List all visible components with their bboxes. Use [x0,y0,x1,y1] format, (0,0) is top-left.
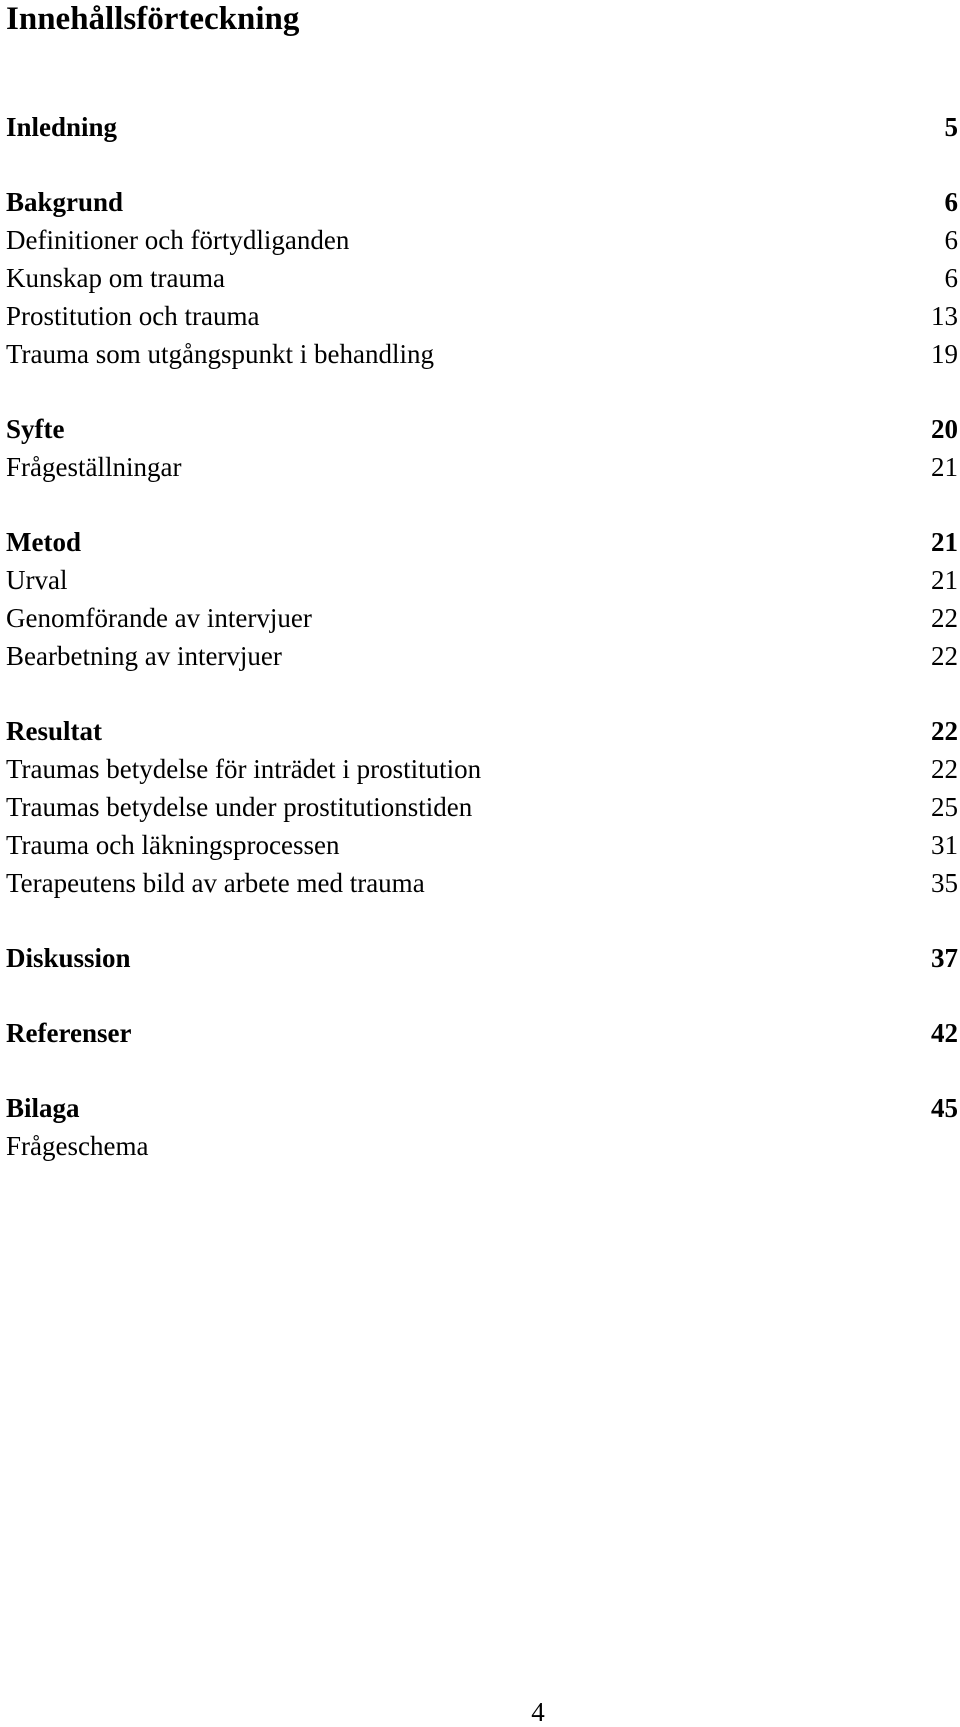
toc-entry-bearbetning [6,637,958,675]
toc-entry-page: 6 [944,187,958,217]
toc-entry-syfte [6,410,958,448]
toc-entry-page: 20 [931,414,958,444]
toc-entry-label: Urval [6,565,68,595]
toc-entry-page: 35 [931,868,958,898]
toc-entry-frageschema [6,1127,958,1165]
toc-entry-urval [6,561,958,599]
toc-entry-label: Metod [6,527,81,557]
toc-entry-trauma-behandling [6,335,958,373]
toc-entry-page: 37 [931,943,958,973]
table-of-contents [6,108,958,1165]
toc-entry-page: 5 [944,112,958,142]
toc-entry-page: 22 [931,716,958,746]
toc-entry-label: Referenser [6,1018,132,1048]
toc-entry-kunskap [6,259,958,297]
toc-entry-definitioner [6,221,958,259]
toc-entry-terapeutens-bild [6,864,958,902]
toc-entry-page: 13 [931,301,958,331]
toc-entry-page: 31 [931,830,958,860]
toc-entry-page: 21 [931,452,958,482]
toc-entry-label: Bilaga [6,1093,80,1123]
toc-entry-label: Resultat [6,716,102,746]
toc-entry-label: Kunskap om trauma [6,263,225,293]
toc-entry-page: 6 [944,263,958,293]
toc-entry-resultat [6,712,958,750]
toc-entry-referenser [6,1014,958,1052]
toc-entry-label: Diskussion [6,943,131,973]
toc-entry-label: Trauma som utgångspunkt i behandling [6,339,434,369]
toc-entry-label: Inledning [6,112,118,142]
toc-entry-label: Genomförande av intervjuer [6,603,312,633]
toc-entry-page: 42 [931,1018,958,1048]
toc-entry-inledning [6,108,958,146]
toc-entry-lakningsprocessen [6,826,958,864]
toc-entry-page: 21 [931,527,958,557]
toc-entry-genomforande [6,599,958,637]
toc-entry-page: 25 [931,792,958,822]
page-title: Innehållsförteckning [6,1,300,37]
toc-entry-label: Frågeställningar [6,452,182,482]
toc-entry-label: Bakgrund [6,187,124,217]
toc-entry-label: Traumas betydelse för inträdet i prostitution [6,754,482,784]
toc-entry-prostitutionstiden [6,788,958,826]
toc-entry-label: Frågeschema [6,1131,149,1161]
toc-entry-metod [6,523,958,561]
toc-entry-page: 45 [931,1093,958,1123]
toc-entry-label: Bearbetning av intervjuer [6,641,282,671]
toc-entry-bakgrund [6,183,958,221]
toc-entry-label: Syfte [6,414,65,444]
toc-entry-intradet [6,750,958,788]
toc-entry-label: Terapeutens bild av arbete med trauma [6,868,425,898]
toc-entry-bilaga [6,1089,958,1127]
toc-entry-label: Definitioner och förtydliganden [6,225,350,255]
toc-entry-prostitution [6,297,958,335]
toc-entry-page: 19 [931,339,958,369]
toc-entry-page: 22 [931,754,958,784]
toc-entry-page: 6 [944,225,958,255]
toc-entry-diskussion [6,939,958,977]
toc-entry-page: 21 [931,565,958,595]
toc-entry-label: Trauma och läkningsprocessen [6,830,340,860]
toc-entry-fragestallningar [6,448,958,486]
toc-entry-page: 22 [931,641,958,671]
toc-entry-page: 22 [931,603,958,633]
toc-entry-label: Prostitution och trauma [6,301,260,331]
page-number: 4 [531,1697,545,1727]
toc-entry-label: Traumas betydelse under prostitutionstiden [6,792,473,822]
